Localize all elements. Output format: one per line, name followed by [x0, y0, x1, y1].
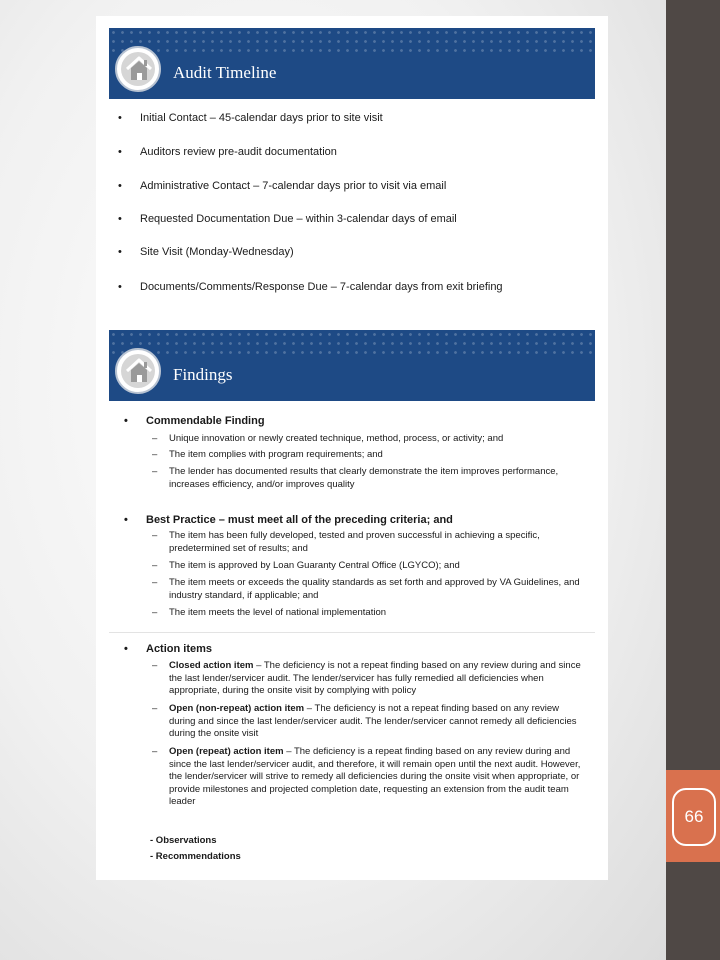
home-icon: [115, 46, 161, 92]
slide-number: 66: [672, 788, 716, 846]
section-divider: [109, 632, 595, 633]
observations-label: - Observations: [150, 835, 217, 846]
recommendations-label: - Recommendations: [150, 851, 241, 862]
section-title: Audit Timeline: [173, 63, 277, 82]
findings-banner: [109, 330, 595, 401]
audit-timeline-banner: [109, 28, 595, 99]
banner-dot-pattern: [109, 28, 595, 54]
banner-dot-pattern: [109, 330, 595, 356]
home-icon: [115, 348, 161, 394]
section-title: Findings: [173, 365, 233, 384]
